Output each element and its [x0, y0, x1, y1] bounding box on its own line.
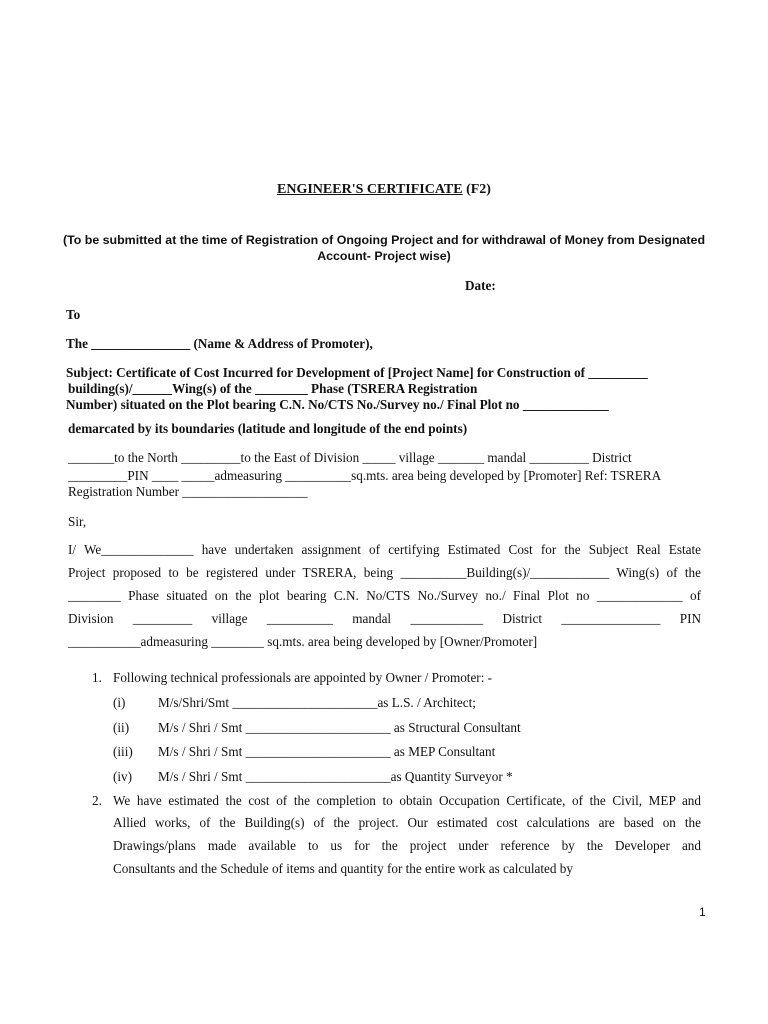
- list-item-number: 2.: [92, 793, 102, 808]
- subitem-text: M/s / Shri / Smt ______________________ as Structural Consultant: [158, 720, 521, 735]
- promoter-line: The _______________ (Name & Address of Promoter),: [66, 336, 373, 351]
- submission-note-line-1: (To be submitted at the time of Registration of Ongoing Project and for withdrawal of Money from Designated: [62, 233, 706, 247]
- boundaries-line-2: _________PIN ____ _____admeasuring __________sq.mts. area being developed by [Promoter] Ref: TSRERA: [68, 468, 662, 483]
- salutation: Sir,: [68, 514, 87, 529]
- body-line-1: I/ We______________ have undertaken assignment of certifying Estimated Cost for the Subject Real Estate: [68, 542, 701, 557]
- list-item-text: Following technical professionals are appointed by Owner / Promoter: -: [113, 670, 493, 685]
- certificate-form-code: (F2): [466, 182, 491, 197]
- body-line-5: ___________admeasuring ________ sq.mts. area being developed by [Owner/Promoter]: [68, 634, 538, 649]
- certificate-title-main: ENGINEER'S CERTIFICATE: [277, 182, 463, 197]
- list-item-line: We have estimated the cost of the completion to obtain Occupation Certificate, of the Civil, MEP and: [113, 793, 701, 808]
- subitem-text: M/s / Shri / Smt ______________________ as MEP Consultant: [158, 744, 496, 759]
- body-line-4: Division _________ village __________ mandal ___________ District _______________ PIN: [68, 611, 701, 626]
- list-item-line: Allied works, of the Building(s) of the project. Our estimated cost calculations are based on the: [113, 815, 701, 830]
- submission-note-line-2: Account- Project wise): [317, 249, 451, 263]
- subitem-text: M/s / Shri / Smt ______________________as Quantity Surveyor *: [158, 769, 513, 784]
- subject-line-1: Subject: Certificate of Cost Incurred for Development of [Project Name] for Construction of _________: [66, 365, 648, 380]
- list-item-number: 1.: [92, 670, 102, 685]
- date-label: Date:: [465, 278, 496, 293]
- boundaries-line-1: _______to the North _________to the East of Division _____ village _______ mandal _________ District: [68, 450, 632, 465]
- list-item-line: Consultants and the Schedule of items and quantity for the entire work as calculated by: [113, 861, 573, 876]
- subject-line-2: building(s)/______Wing(s) of the ________ Phase (TSRERA Registration: [68, 381, 478, 396]
- body-line-3: ________ Phase situated on the plot bearing C.N. No/CTS No./Survey no./ Final Plot no _____________ of: [68, 588, 701, 603]
- boundaries-line-3: Registration Number ___________________: [68, 484, 308, 499]
- to-label: To: [66, 307, 81, 322]
- certificate-title: [0, 182, 768, 198]
- subitem-roman: (iv): [113, 769, 133, 784]
- list-item-line: Drawings/plans made available to us for the project under reference by the Developer and: [113, 838, 701, 853]
- subitem-text: M/s/Shri/Smt ______________________as L.S. / Architect;: [158, 695, 476, 710]
- subitem-roman: (i): [113, 695, 126, 710]
- body-line-2: Project proposed to be registered under TSRERA, being __________Building(s)/____________ Wing(s) of the: [68, 565, 701, 580]
- page-number: 1: [699, 905, 706, 919]
- subject-line-3: Number) situated on the Plot bearing C.N. No/CTS No./Survey no./ Final Plot no _____________: [66, 397, 609, 412]
- subject-line-4: demarcated by its boundaries (latitude and longitude of the end points): [68, 421, 468, 436]
- subitem-roman: (iii): [113, 744, 133, 759]
- subitem-roman: (ii): [113, 720, 130, 735]
